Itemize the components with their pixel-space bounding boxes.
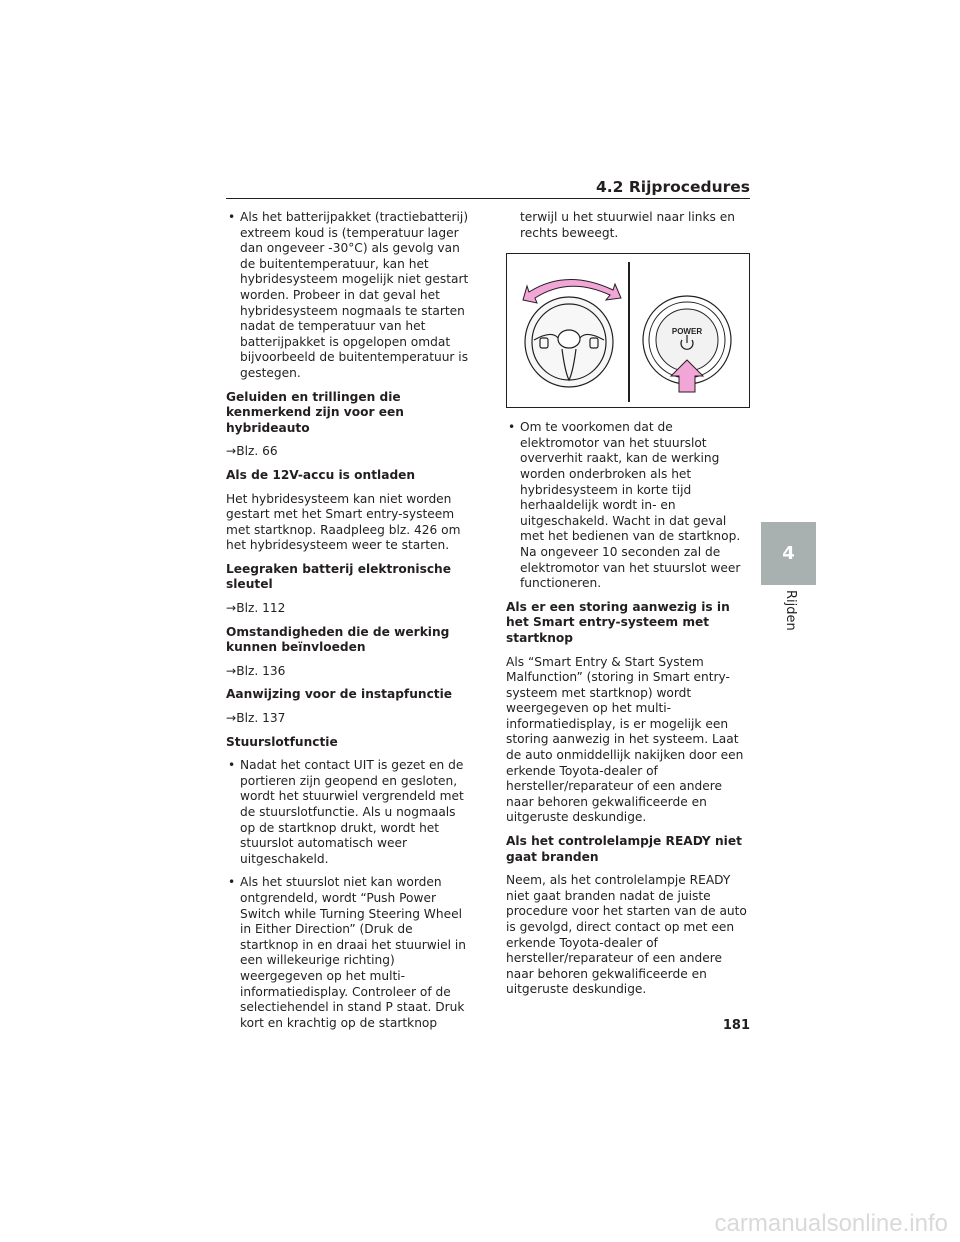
page-number: 181 [722,1018,750,1033]
page-reference-link[interactable]: →Blz. 136 [226,663,286,678]
paragraph: Neem, als het controlelampje READY niet gaat branden nadat de juiste procedure voor het starten van de auto is gevolgd, direct contact op met een erkende Toyota-dealer of hersteller/reparateur of een andere naar behoren gekwalificeerde en uitgeruste deskundige. [506,873,747,997]
bullet-text: Als het batterijpakket (tractiebatterij) extreem koud is (temperatuur lager dan ongeveer -30°C) als gevolg van de buitentemperatuur, kan het hybridesysteem mogelijk niet gestart worden. Probeer in dat geval het hybridesysteem nogmaals te starten nadat de temperatuur van het batterijpakket is opgelopen omdat bijvoorbeeld de buitentemperatuur is gestegen. [240,210,469,380]
bullet-text: Om te voorkomen dat de elektromotor van het stuurslot oververhit raakt, kan de werking worden onderbroken als het hybridesysteem in korte tijd herhaaldelijk wordt in- en uitgeschakeld. Wacht in dat geval met het bedienen van de startknop. Na ongeveer 10 seconden zal de elektromotor van het stuurslot weer functioneren. [520,420,741,591]
power-button-label: POWER [671,327,703,337]
header-divider [226,198,750,199]
left-column [226,210,472,1039]
paragraph: Het hybridesysteem kan niet worden gestart met het Smart entry-systeem met startknop. Raadpleeg blz. 426 om het hybridesysteem weer te starten. [226,491,461,553]
bullet-dot: • [508,420,516,435]
section-title: 4.2 Rijprocedures [595,178,750,196]
bullet-item [506,420,752,592]
continued-bullet-text: terwijl u het stuurwiel naar links en rechts beweegt. [520,210,736,240]
right-column [506,210,752,1006]
chapter-tab[interactable] [761,522,816,585]
bullet-text: Als het stuurslot niet kan worden ontgrendeld, wordt “Push Power Switch while Turning Steering Wheel in Either Direction” (Druk de startknop in en draai het stuurwiel in een willekeurige richting) weergegeven op het multi-informatiedisplay. Controleer of de selectiehendel in stand P staat. Druk kort en krachtig op de startknop [240,875,466,1030]
bullet-dot: • [228,875,236,890]
bullet-dot: • [228,210,236,224]
bullet-text: Nadat het contact UIT is gezet en de portieren zijn geopend en gesloten, wordt het stuurwiel vergrendeld met de stuurslotfunctie. Als u nogmaals op de startknop drukt, wordt het stuurslot automatisch weer uitgeschakeld. [240,758,464,866]
chapter-number: 4 [782,543,795,564]
subheading: Als de 12V-accu is ontladen [226,467,416,482]
subheading: Aanwijzing voor de instapfunctie [226,687,453,702]
bullet-item [226,758,472,867]
chapter-name: Rijden [783,590,798,631]
illustration-svg [507,254,751,409]
subheading: Geluiden en trillingen die kenmerkend zijn voor een hybrideauto [226,389,404,435]
page-reference-link[interactable]: →Blz. 112 [226,601,286,616]
bullet-dot: • [228,758,236,773]
subheading: Omstandigheden die de werking kunnen beïnvloeden [226,624,450,655]
page-reference-link[interactable]: →Blz. 137 [226,711,286,726]
subheading: Stuurslotfunctie [226,734,338,749]
page-reference-link[interactable]: →Blz. 66 [226,444,278,459]
paragraph: Als “Smart Entry & Start System Malfunction” (storing in Smart entry-systeem met startknop) wordt weergegeven op het multi-informatiedisplay, is er mogelijk een storing aanwezig in het systeem. Laat de auto onmiddellijk nakijken door een erkende Toyota-dealer of hersteller/reparateur of een andere naar behoren gekwalificeerde en uitgeruste deskundige. [506,654,744,825]
watermark: carmanualsonline.info [714,1210,948,1237]
bullet-item [226,210,472,382]
steering-power-illustration [506,253,750,408]
subheading: Als het controlelampje READY niet gaat branden [506,834,742,864]
steering-wheel-icon [525,297,613,387]
subheading: Leegraken batterij elektronische sleutel [226,561,451,592]
subheading: Als er een storing aanwezig is in het Smart entry-systeem met startknop [506,599,730,645]
bullet-item [226,875,472,1031]
